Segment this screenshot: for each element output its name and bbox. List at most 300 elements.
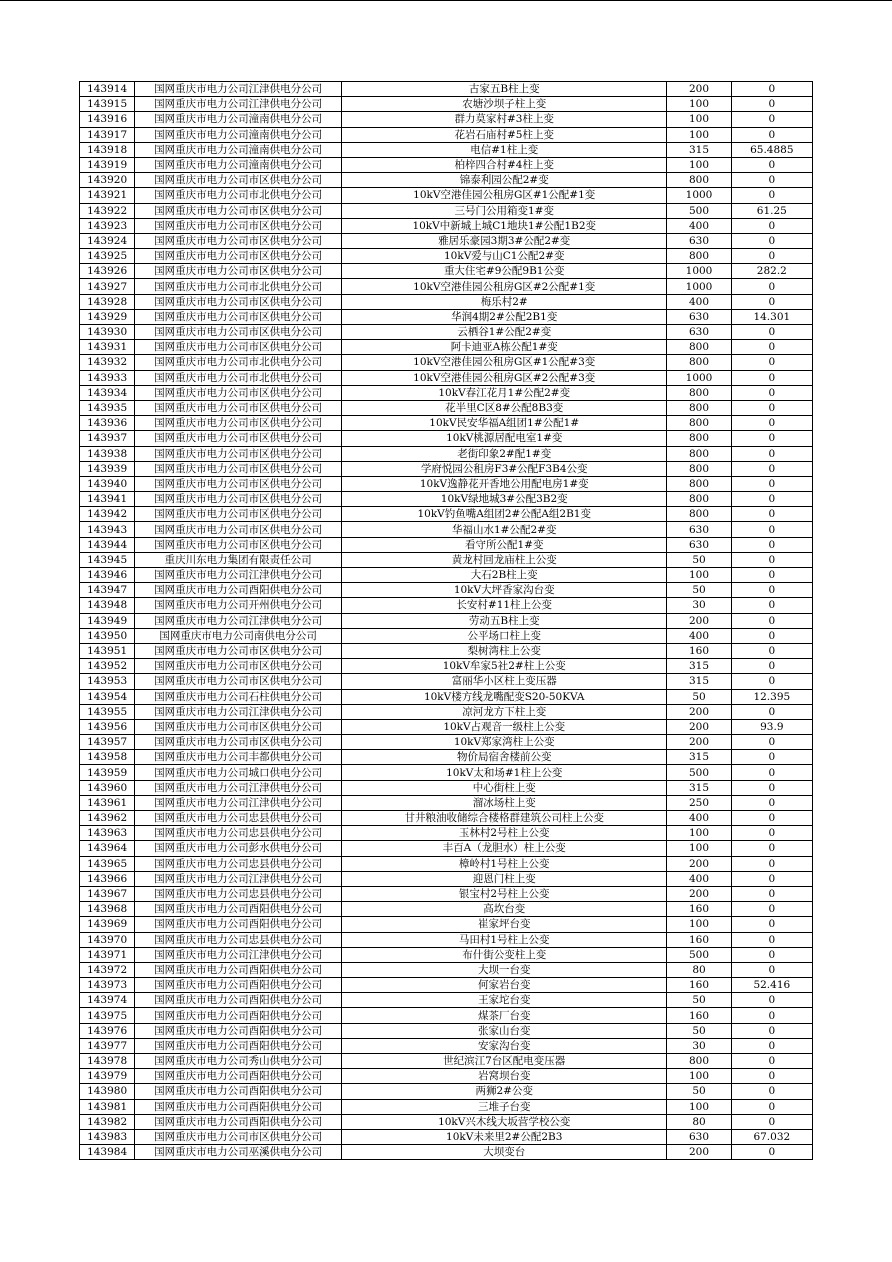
table-row <box>80 993 813 1008</box>
table-row <box>80 188 813 203</box>
transformer-name-cell: 华润4期2#公配2B1变 <box>342 309 667 324</box>
table-row <box>80 886 813 901</box>
transformer-name-cell: 溜冰场柱上变 <box>342 795 667 810</box>
company-cell: 国网重庆市电力公司市区供电分公司 <box>135 735 342 750</box>
record-id-cell: 143920 <box>80 173 135 188</box>
record-id-cell: 143966 <box>80 871 135 886</box>
value-cell: 0 <box>731 522 812 537</box>
company-cell: 国网重庆市电力公司市区供电分公司 <box>135 416 342 431</box>
transformer-name-cell: 10kV逸静花开香地公用配电房1#变 <box>342 476 667 491</box>
value-cell: 0 <box>731 902 812 917</box>
capacity-cell: 315 <box>667 142 731 157</box>
record-id-cell: 143978 <box>80 1054 135 1069</box>
capacity-cell: 630 <box>667 233 731 248</box>
capacity-cell: 500 <box>667 765 731 780</box>
transformer-name-cell: 布什街公变柱上变 <box>342 947 667 962</box>
record-id-cell: 143955 <box>80 704 135 719</box>
capacity-cell: 200 <box>667 719 731 734</box>
value-cell: 0 <box>731 476 812 491</box>
table-row <box>80 507 813 522</box>
company-cell: 国网重庆市电力公司潼南供电分公司 <box>135 112 342 127</box>
capacity-cell: 400 <box>667 294 731 309</box>
capacity-cell: 800 <box>667 173 731 188</box>
record-id-cell: 143965 <box>80 856 135 871</box>
capacity-cell: 800 <box>667 476 731 491</box>
table-row <box>80 522 813 537</box>
company-cell: 国网重庆市电力公司江津供电分公司 <box>135 82 342 97</box>
table-row <box>80 537 813 552</box>
table-row <box>80 871 813 886</box>
record-id-cell: 143919 <box>80 157 135 172</box>
record-id-cell: 143972 <box>80 962 135 977</box>
capacity-cell: 160 <box>667 902 731 917</box>
record-id-cell: 143927 <box>80 279 135 294</box>
company-cell: 国网重庆市电力公司市区供电分公司 <box>135 218 342 233</box>
company-cell: 国网重庆市电力公司酉阳供电分公司 <box>135 583 342 598</box>
value-cell: 14.301 <box>731 309 812 324</box>
table-row <box>80 947 813 962</box>
table-row <box>80 173 813 188</box>
company-cell: 国网重庆市电力公司酉阳供电分公司 <box>135 1114 342 1129</box>
transformer-name-cell: 黄龙村回龙庙柱上公变 <box>342 552 667 567</box>
record-id-cell: 143916 <box>80 112 135 127</box>
value-cell: 0 <box>731 750 812 765</box>
company-cell: 国网重庆市电力公司市北供电分公司 <box>135 279 342 294</box>
company-cell: 国网重庆市电力公司彭水供电分公司 <box>135 841 342 856</box>
transformer-name-cell: 10kV空港佳园公租房G区#1公配#3变 <box>342 355 667 370</box>
value-cell: 0 <box>731 871 812 886</box>
value-cell: 0 <box>731 537 812 552</box>
company-cell: 国网重庆市电力公司江津供电分公司 <box>135 780 342 795</box>
capacity-cell: 160 <box>667 978 731 993</box>
value-cell: 0 <box>731 1008 812 1023</box>
value-cell: 282.2 <box>731 264 812 279</box>
table-row <box>80 583 813 598</box>
record-id-cell: 143931 <box>80 340 135 355</box>
value-cell: 0 <box>731 962 812 977</box>
record-id-cell: 143957 <box>80 735 135 750</box>
transformer-name-cell: 10kV牟家5社2#柱上公变 <box>342 659 667 674</box>
company-cell: 国网重庆市电力公司市区供电分公司 <box>135 446 342 461</box>
company-cell: 国网重庆市电力公司江津供电分公司 <box>135 871 342 886</box>
transformer-name-cell: 老街印象2#配1#变 <box>342 446 667 461</box>
table-row <box>80 841 813 856</box>
table-row <box>80 370 813 385</box>
record-id-cell: 143979 <box>80 1069 135 1084</box>
capacity-cell: 100 <box>667 157 731 172</box>
company-cell: 国网重庆市电力公司市区供电分公司 <box>135 264 342 279</box>
record-id-cell: 143950 <box>80 628 135 643</box>
value-cell: 0 <box>731 841 812 856</box>
record-id-cell: 143975 <box>80 1008 135 1023</box>
record-id-cell: 143959 <box>80 765 135 780</box>
company-cell: 国网重庆市电力公司江津供电分公司 <box>135 97 342 112</box>
company-cell: 国网重庆市电力公司潼南供电分公司 <box>135 127 342 142</box>
table-row <box>80 112 813 127</box>
company-cell: 国网重庆市电力公司开州供电分公司 <box>135 598 342 613</box>
record-id-cell: 143928 <box>80 294 135 309</box>
table-row <box>80 750 813 765</box>
capacity-cell: 630 <box>667 522 731 537</box>
transformer-name-cell: 银宝村2号柱上公变 <box>342 886 667 901</box>
table-row <box>80 294 813 309</box>
record-id-cell: 143925 <box>80 249 135 264</box>
record-id-cell: 143958 <box>80 750 135 765</box>
table-row <box>80 856 813 871</box>
table-row <box>80 795 813 810</box>
record-id-cell: 143932 <box>80 355 135 370</box>
transformer-name-cell: 甘井粮油收储综合楼格群建筑公司柱上公变 <box>342 811 667 826</box>
table-row <box>80 142 813 157</box>
company-cell: 国网重庆市电力公司市北供电分公司 <box>135 370 342 385</box>
capacity-cell: 400 <box>667 871 731 886</box>
company-cell: 国网重庆市电力公司城口供电分公司 <box>135 765 342 780</box>
table-row <box>80 340 813 355</box>
company-cell: 国网重庆市电力公司忠县供电分公司 <box>135 811 342 826</box>
transformer-name-cell: 大石2B柱上变 <box>342 568 667 583</box>
transformer-name-cell: 10kV空港佳园公租房G区#2公配#3变 <box>342 370 667 385</box>
table-row <box>80 659 813 674</box>
table-row <box>80 689 813 704</box>
transformer-name-cell: 长安村#11柱上公变 <box>342 598 667 613</box>
record-id-cell: 143947 <box>80 583 135 598</box>
transformer-name-cell: 物价局宿舍楼前公变 <box>342 750 667 765</box>
value-cell: 0 <box>731 1069 812 1084</box>
company-cell: 国网重庆市电力公司江津供电分公司 <box>135 795 342 810</box>
capacity-cell: 500 <box>667 947 731 962</box>
table-row <box>80 628 813 643</box>
table-row <box>80 1099 813 1114</box>
transformer-name-cell: 10kV占观音一级柱上公变 <box>342 719 667 734</box>
table-row <box>80 264 813 279</box>
company-cell: 国网重庆市电力公司酉阳供电分公司 <box>135 1023 342 1038</box>
table-row <box>80 735 813 750</box>
company-cell: 国网重庆市电力公司市区供电分公司 <box>135 674 342 689</box>
company-cell: 国网重庆市电力公司秀山供电分公司 <box>135 1054 342 1069</box>
capacity-cell: 800 <box>667 492 731 507</box>
table-row <box>80 568 813 583</box>
transformer-name-cell: 10kV大坪香家沟台变 <box>342 583 667 598</box>
transformer-name-cell: 10kV空港佳园公租房G区#2公配#1变 <box>342 279 667 294</box>
transformer-name-cell: 何家岩台变 <box>342 978 667 993</box>
table-row <box>80 1054 813 1069</box>
capacity-cell: 80 <box>667 1114 731 1129</box>
value-cell: 0 <box>731 340 812 355</box>
value-cell: 0 <box>731 218 812 233</box>
transformer-name-cell: 阿卡迪亚A栋公配1#变 <box>342 340 667 355</box>
record-id-cell: 143983 <box>80 1129 135 1144</box>
table-row <box>80 431 813 446</box>
value-cell: 0 <box>731 674 812 689</box>
company-cell: 国网重庆市电力公司酉阳供电分公司 <box>135 1084 342 1099</box>
company-cell: 国网重庆市电力公司市区供电分公司 <box>135 400 342 415</box>
transformer-name-cell: 10kV春江花月1#公配2#变 <box>342 385 667 400</box>
table-row <box>80 704 813 719</box>
record-id-cell: 143981 <box>80 1099 135 1114</box>
record-id-cell: 143952 <box>80 659 135 674</box>
company-cell: 国网重庆市电力公司酉阳供电分公司 <box>135 978 342 993</box>
record-id-cell: 143933 <box>80 370 135 385</box>
capacity-cell: 200 <box>667 704 731 719</box>
transformer-name-cell: 古家五B柱上变 <box>342 82 667 97</box>
record-id-cell: 143976 <box>80 1023 135 1038</box>
company-cell: 国网重庆市电力公司市区供电分公司 <box>135 537 342 552</box>
transformer-name-cell: 群力莫家村#3柱上变 <box>342 112 667 127</box>
capacity-cell: 200 <box>667 82 731 97</box>
value-cell: 0 <box>731 355 812 370</box>
company-cell: 国网重庆市电力公司市区供电分公司 <box>135 203 342 218</box>
value-cell: 0 <box>731 157 812 172</box>
capacity-cell: 1000 <box>667 370 731 385</box>
table-row <box>80 1114 813 1129</box>
capacity-cell: 50 <box>667 689 731 704</box>
company-cell: 国网重庆市电力公司酉阳供电分公司 <box>135 902 342 917</box>
company-cell: 国网重庆市电力公司巫溪供电分公司 <box>135 1145 342 1160</box>
record-id-cell: 143961 <box>80 795 135 810</box>
company-cell: 国网重庆市电力公司江津供电分公司 <box>135 613 342 628</box>
transformer-name-cell: 梅乐村2# <box>342 294 667 309</box>
transformer-name-cell: 10kV未来里2#公配2B3 <box>342 1129 667 1144</box>
record-id-cell: 143956 <box>80 719 135 734</box>
transformer-name-cell: 电信#1柱上变 <box>342 142 667 157</box>
value-cell: 0 <box>731 628 812 643</box>
transformer-name-cell: 世纪滨江7台区配电变压器 <box>342 1054 667 1069</box>
table-row <box>80 1008 813 1023</box>
table-row <box>80 962 813 977</box>
capacity-cell: 400 <box>667 628 731 643</box>
table-row <box>80 400 813 415</box>
company-cell: 国网重庆市电力公司南供电分公司 <box>135 628 342 643</box>
company-cell: 国网重庆市电力公司市区供电分公司 <box>135 1129 342 1144</box>
value-cell: 0 <box>731 127 812 142</box>
record-id-cell: 143923 <box>80 218 135 233</box>
transformer-name-cell: 凉河龙方下柱上变 <box>342 704 667 719</box>
company-cell: 国网重庆市电力公司市区供电分公司 <box>135 492 342 507</box>
record-id-cell: 143968 <box>80 902 135 917</box>
transformer-name-cell: 看守所公配1#变 <box>342 537 667 552</box>
value-cell: 0 <box>731 1145 812 1160</box>
transformer-name-cell: 王家坨台变 <box>342 993 667 1008</box>
transformer-name-cell: 迎恩门柱上变 <box>342 871 667 886</box>
company-cell: 国网重庆市电力公司市区供电分公司 <box>135 385 342 400</box>
table-row <box>80 613 813 628</box>
value-cell: 93.9 <box>731 719 812 734</box>
value-cell: 0 <box>731 659 812 674</box>
table-row <box>80 765 813 780</box>
table-row <box>80 127 813 142</box>
record-id-cell: 143944 <box>80 537 135 552</box>
transformer-name-cell: 大坝一台变 <box>342 962 667 977</box>
value-cell: 61.25 <box>731 203 812 218</box>
capacity-cell: 100 <box>667 97 731 112</box>
capacity-cell: 630 <box>667 1129 731 1144</box>
table-row <box>80 917 813 932</box>
table-row <box>80 157 813 172</box>
transformer-name-cell: 煤茶厂台变 <box>342 1008 667 1023</box>
transformer-name-cell: 梨树湾柱上公变 <box>342 643 667 658</box>
value-cell: 0 <box>731 416 812 431</box>
transformer-name-cell: 三堆子台变 <box>342 1099 667 1114</box>
table-row <box>80 476 813 491</box>
value-cell: 0 <box>731 993 812 1008</box>
table-row <box>80 1084 813 1099</box>
transformer-name-cell: 10kV民安华福A组团1#公配1# <box>342 416 667 431</box>
table-row <box>80 461 813 476</box>
value-cell: 0 <box>731 1023 812 1038</box>
capacity-cell: 100 <box>667 568 731 583</box>
company-cell: 国网重庆市电力公司市区供电分公司 <box>135 643 342 658</box>
transformer-name-cell: 高坎台变 <box>342 902 667 917</box>
capacity-cell: 315 <box>667 659 731 674</box>
capacity-cell: 800 <box>667 355 731 370</box>
company-cell: 国网重庆市电力公司酉阳供电分公司 <box>135 1099 342 1114</box>
record-id-cell: 143940 <box>80 476 135 491</box>
record-id-cell: 143926 <box>80 264 135 279</box>
transformer-name-cell: 花半里C区8#公配8B3变 <box>342 400 667 415</box>
capacity-cell: 160 <box>667 1008 731 1023</box>
capacity-cell: 800 <box>667 340 731 355</box>
record-id-cell: 143943 <box>80 522 135 537</box>
transformer-name-cell: 中心街柱上变 <box>342 780 667 795</box>
table-row <box>80 416 813 431</box>
capacity-cell: 30 <box>667 598 731 613</box>
capacity-cell: 800 <box>667 461 731 476</box>
capacity-cell: 160 <box>667 932 731 947</box>
company-cell: 国网重庆市电力公司忠县供电分公司 <box>135 886 342 901</box>
capacity-cell: 400 <box>667 811 731 826</box>
company-cell: 国网重庆市电力公司市区供电分公司 <box>135 522 342 537</box>
capacity-cell: 200 <box>667 886 731 901</box>
value-cell: 0 <box>731 1084 812 1099</box>
company-cell: 国网重庆市电力公司市区供电分公司 <box>135 233 342 248</box>
table-row <box>80 902 813 917</box>
value-cell: 0 <box>731 826 812 841</box>
record-id-cell: 143917 <box>80 127 135 142</box>
record-id-cell: 143922 <box>80 203 135 218</box>
value-cell: 0 <box>731 643 812 658</box>
capacity-cell: 315 <box>667 674 731 689</box>
company-cell: 国网重庆市电力公司市区供电分公司 <box>135 476 342 491</box>
table-row <box>80 552 813 567</box>
table-row <box>80 811 813 826</box>
value-cell: 0 <box>731 325 812 340</box>
value-cell: 0 <box>731 947 812 962</box>
transformer-name-cell: 樟岭村1号柱上公变 <box>342 856 667 871</box>
capacity-cell: 50 <box>667 1023 731 1038</box>
value-cell: 0 <box>731 492 812 507</box>
table-row <box>80 279 813 294</box>
record-id-cell: 143954 <box>80 689 135 704</box>
value-cell: 0 <box>731 97 812 112</box>
capacity-cell: 100 <box>667 1099 731 1114</box>
value-cell: 0 <box>731 1038 812 1053</box>
transformer-name-cell: 两狮2#公变 <box>342 1084 667 1099</box>
table-row <box>80 218 813 233</box>
value-cell: 67.032 <box>731 1129 812 1144</box>
record-id-cell: 143953 <box>80 674 135 689</box>
transformer-name-cell: 岩窝坝台变 <box>342 1069 667 1084</box>
record-id-cell: 143971 <box>80 947 135 962</box>
record-id-cell: 143967 <box>80 886 135 901</box>
value-cell: 0 <box>731 507 812 522</box>
capacity-cell: 1000 <box>667 264 731 279</box>
capacity-cell: 100 <box>667 917 731 932</box>
capacity-cell: 800 <box>667 385 731 400</box>
company-cell: 国网重庆市电力公司酉阳供电分公司 <box>135 962 342 977</box>
value-cell: 12.395 <box>731 689 812 704</box>
table-row <box>80 978 813 993</box>
value-cell: 0 <box>731 568 812 583</box>
table-row <box>80 355 813 370</box>
record-id-cell: 143982 <box>80 1114 135 1129</box>
capacity-cell: 200 <box>667 1145 731 1160</box>
transformer-name-cell: 安家沟台变 <box>342 1038 667 1053</box>
capacity-cell: 100 <box>667 826 731 841</box>
value-cell: 0 <box>731 780 812 795</box>
record-id-cell: 143969 <box>80 917 135 932</box>
capacity-cell: 250 <box>667 795 731 810</box>
table-row <box>80 598 813 613</box>
value-cell: 0 <box>731 583 812 598</box>
value-cell: 0 <box>731 400 812 415</box>
company-cell: 国网重庆市电力公司潼南供电分公司 <box>135 142 342 157</box>
company-cell: 国网重庆市电力公司市区供电分公司 <box>135 294 342 309</box>
table-row <box>80 82 813 97</box>
transformer-name-cell: 崔家坪台变 <box>342 917 667 932</box>
record-id-cell: 143938 <box>80 446 135 461</box>
transformer-name-cell: 10kV中新城上城C1地块1#公配1B2变 <box>342 218 667 233</box>
record-id-cell: 143948 <box>80 598 135 613</box>
capacity-cell: 30 <box>667 1038 731 1053</box>
company-cell: 国网重庆市电力公司市区供电分公司 <box>135 507 342 522</box>
record-id-cell: 143924 <box>80 233 135 248</box>
page-top-border <box>0 0 892 1</box>
capacity-cell: 160 <box>667 643 731 658</box>
table-row <box>80 385 813 400</box>
capacity-cell: 100 <box>667 1069 731 1084</box>
company-cell: 国网重庆市电力公司江津供电分公司 <box>135 947 342 962</box>
value-cell: 0 <box>731 461 812 476</box>
record-id-cell: 143942 <box>80 507 135 522</box>
capacity-cell: 800 <box>667 1054 731 1069</box>
table-row <box>80 309 813 324</box>
capacity-cell: 200 <box>667 613 731 628</box>
table-row <box>80 674 813 689</box>
record-id-cell: 143918 <box>80 142 135 157</box>
value-cell: 0 <box>731 917 812 932</box>
transformer-name-cell: 马田村1号柱上公变 <box>342 932 667 947</box>
record-id-cell: 143934 <box>80 385 135 400</box>
company-cell: 国网重庆市电力公司市区供电分公司 <box>135 325 342 340</box>
value-cell: 0 <box>731 598 812 613</box>
record-id-cell: 143921 <box>80 188 135 203</box>
transformer-name-cell: 劳动五B柱上变 <box>342 613 667 628</box>
table-row <box>80 932 813 947</box>
company-cell: 国网重庆市电力公司市北供电分公司 <box>135 188 342 203</box>
value-cell: 0 <box>731 1114 812 1129</box>
company-cell: 国网重庆市电力公司江津供电分公司 <box>135 704 342 719</box>
record-id-cell: 143914 <box>80 82 135 97</box>
company-cell: 国网重庆市电力公司市区供电分公司 <box>135 173 342 188</box>
company-cell: 国网重庆市电力公司酉阳供电分公司 <box>135 1069 342 1084</box>
company-cell: 国网重庆市电力公司市区供电分公司 <box>135 431 342 446</box>
transformer-name-cell: 农塘沙坝子柱上变 <box>342 97 667 112</box>
record-id-cell: 143964 <box>80 841 135 856</box>
record-id-cell: 143962 <box>80 811 135 826</box>
capacity-cell: 50 <box>667 993 731 1008</box>
company-cell: 国网重庆市电力公司市区供电分公司 <box>135 659 342 674</box>
value-cell: 0 <box>731 173 812 188</box>
